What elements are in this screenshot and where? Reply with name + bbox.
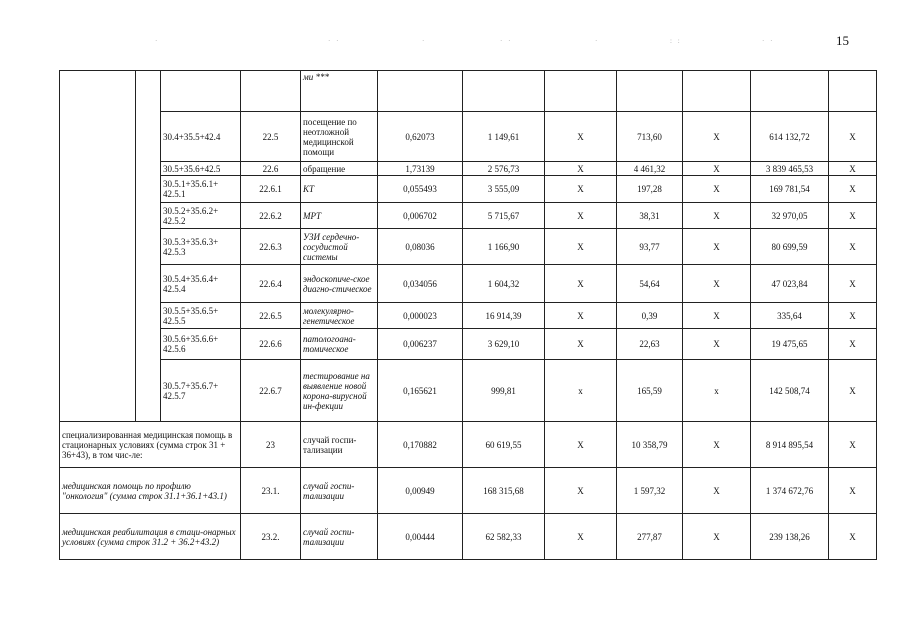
row-code-cell xyxy=(241,71,301,112)
row-code-cell: 22.6.2 xyxy=(241,203,301,229)
value-cell: 62 582,33 xyxy=(463,514,545,560)
value-cell xyxy=(683,71,751,112)
value-cell: 1 374 672,76 xyxy=(751,468,829,514)
value-cell: 1 604,32 xyxy=(463,265,545,303)
table-row xyxy=(60,468,877,514)
value-cell: 0,006702 xyxy=(378,203,463,229)
unit-cell: тестирование на выявление новой корона-вирусной ин-фекции xyxy=(301,360,378,422)
table-row xyxy=(60,162,877,176)
value-cell: X xyxy=(829,303,877,329)
value-cell: X xyxy=(829,112,877,162)
value-cell: х xyxy=(683,360,751,422)
table-row xyxy=(60,203,877,229)
value-cell: 8 914 895,54 xyxy=(751,422,829,468)
value-cell: 1 597,32 xyxy=(617,468,683,514)
value-cell: X xyxy=(683,514,751,560)
value-cell: X xyxy=(683,303,751,329)
unit-cell: УЗИ сердечно-сосудистой системы xyxy=(301,229,378,265)
value-cell: 0,034056 xyxy=(378,265,463,303)
value-cell: 3 839 465,53 xyxy=(751,162,829,176)
row-description-cell: медицинская реабилитация в стаци-онарных условиях (сумма строк 31.2 + 36.2+43.2) xyxy=(60,514,241,560)
value-cell: X xyxy=(829,360,877,422)
value-cell: X xyxy=(683,162,751,176)
value-cell: X xyxy=(545,176,617,203)
merged-subcell xyxy=(136,71,161,422)
value-cell: X xyxy=(683,265,751,303)
data-table xyxy=(59,70,877,560)
formula-cell: 30.5+35.6+42.5 xyxy=(161,162,241,176)
value-cell: X xyxy=(829,176,877,203)
value-cell: 335,64 xyxy=(751,303,829,329)
value-cell: 3 629,10 xyxy=(463,329,545,360)
value-cell: X xyxy=(545,422,617,468)
table-row xyxy=(60,229,877,265)
row-code-cell: 22.6 xyxy=(241,162,301,176)
table-row xyxy=(60,265,877,303)
table-row xyxy=(60,360,877,422)
formula-cell: 30.5.5+35.6.5+ 42.5.5 xyxy=(161,303,241,329)
table-row xyxy=(60,176,877,203)
row-code-cell: 23.1. xyxy=(241,468,301,514)
table-row xyxy=(60,71,877,112)
value-cell: 165,59 xyxy=(617,360,683,422)
table-row xyxy=(60,112,877,162)
value-cell: 0,62073 xyxy=(378,112,463,162)
value-cell: 1 166,90 xyxy=(463,229,545,265)
value-cell: 0,006237 xyxy=(378,329,463,360)
value-cell xyxy=(545,71,617,112)
unit-cell: патологоана-томическое xyxy=(301,329,378,360)
value-cell: 19 475,65 xyxy=(751,329,829,360)
value-cell: X xyxy=(545,162,617,176)
row-description-cell: специализированная медицинская помощь в стационарных условиях (сумма строк 31 + 36+43), в том чис-ле: xyxy=(60,422,241,468)
value-cell: 169 781,54 xyxy=(751,176,829,203)
page-number: 15 xyxy=(836,33,849,48)
formula-cell: 30.5.2+35.6.2+ 42.5.2 xyxy=(161,203,241,229)
value-cell: 197,28 xyxy=(617,176,683,203)
value-cell: 614 132,72 xyxy=(751,112,829,162)
row-description-cell: медицинская помощь по профилю "онкология" (сумма строк 31.1+36.1+43.1) xyxy=(60,468,241,514)
formula-cell: 30.4+35.5+42.4 xyxy=(161,112,241,162)
value-cell: X xyxy=(829,514,877,560)
value-cell: X xyxy=(683,422,751,468)
value-cell: 277,87 xyxy=(617,514,683,560)
row-code-cell: 22.6.7 xyxy=(241,360,301,422)
formula-cell: 30.5.3+35.6.3+ 42.5.3 xyxy=(161,229,241,265)
value-cell: 10 358,79 xyxy=(617,422,683,468)
value-cell: X xyxy=(545,265,617,303)
unit-cell: посещение по неотложной медицинской помощи xyxy=(301,112,378,162)
table-row xyxy=(60,514,877,560)
value-cell: 80 699,59 xyxy=(751,229,829,265)
value-cell: X xyxy=(545,203,617,229)
value-cell: X xyxy=(545,229,617,265)
formula-cell: 30.5.6+35.6.6+ 42.5.6 xyxy=(161,329,241,360)
value-cell: 2 576,73 xyxy=(463,162,545,176)
merged-label-cell xyxy=(60,71,136,422)
value-cell: X xyxy=(545,303,617,329)
value-cell: X xyxy=(829,422,877,468)
unit-cell: случай госпи-тализации xyxy=(301,468,378,514)
value-cell: 0,055493 xyxy=(378,176,463,203)
table-row xyxy=(60,422,877,468)
value-cell: 3 555,09 xyxy=(463,176,545,203)
value-cell: 1 149,61 xyxy=(463,112,545,162)
value-cell: X xyxy=(545,112,617,162)
value-cell: 93,77 xyxy=(617,229,683,265)
unit-cell: МРТ xyxy=(301,203,378,229)
value-cell xyxy=(378,71,463,112)
value-cell: X xyxy=(545,514,617,560)
value-cell: 0,165621 xyxy=(378,360,463,422)
value-cell: X xyxy=(545,468,617,514)
value-cell: X xyxy=(683,176,751,203)
unit-cell: КТ xyxy=(301,176,378,203)
value-cell: X xyxy=(829,229,877,265)
unit-cell: случай госпи-тализации xyxy=(301,422,378,468)
value-cell: X xyxy=(829,265,877,303)
value-cell: 999,81 xyxy=(463,360,545,422)
formula-cell: 30.5.4+35.6.4+ 42.5.4 xyxy=(161,265,241,303)
value-cell: 16 914,39 xyxy=(463,303,545,329)
value-cell: 32 970,05 xyxy=(751,203,829,229)
unit-cell: молекулярно-генетическое xyxy=(301,303,378,329)
value-cell: 0,000023 xyxy=(378,303,463,329)
value-cell: 60 619,55 xyxy=(463,422,545,468)
value-cell: X xyxy=(683,329,751,360)
unit-cell: эндоскопиче-ское диагно-стическое xyxy=(301,265,378,303)
table-row xyxy=(60,303,877,329)
value-cell: X xyxy=(683,203,751,229)
value-cell: X xyxy=(545,329,617,360)
row-code-cell: 22.5 xyxy=(241,112,301,162)
value-cell: X xyxy=(683,112,751,162)
value-cell: 5 715,67 xyxy=(463,203,545,229)
unit-cell: ми *** xyxy=(301,71,378,112)
row-code-cell: 22.6.5 xyxy=(241,303,301,329)
value-cell: 713,60 xyxy=(617,112,683,162)
value-cell: х xyxy=(545,360,617,422)
unit-cell: случай госпи-тализации xyxy=(301,514,378,560)
value-cell xyxy=(751,71,829,112)
value-cell xyxy=(617,71,683,112)
value-cell: 0,00949 xyxy=(378,468,463,514)
value-cell: X xyxy=(829,329,877,360)
value-cell: 22,63 xyxy=(617,329,683,360)
value-cell: X xyxy=(683,229,751,265)
value-cell: X xyxy=(829,468,877,514)
value-cell: 168 315,68 xyxy=(463,468,545,514)
value-cell: X xyxy=(829,203,877,229)
value-cell: 0,00444 xyxy=(378,514,463,560)
table-row xyxy=(60,329,877,360)
formula-cell: 30.5.7+35.6.7+ 42.5.7 xyxy=(161,360,241,422)
row-code-cell: 23 xyxy=(241,422,301,468)
value-cell: X xyxy=(829,162,877,176)
value-cell: 239 138,26 xyxy=(751,514,829,560)
formula-cell: 30.5.1+35.6.1+ 42.5.1 xyxy=(161,176,241,203)
value-cell: 0,170882 xyxy=(378,422,463,468)
value-cell: 54,64 xyxy=(617,265,683,303)
value-cell xyxy=(463,71,545,112)
value-cell: 4 461,32 xyxy=(617,162,683,176)
row-code-cell: 22.6.1 xyxy=(241,176,301,203)
value-cell: 38,31 xyxy=(617,203,683,229)
row-code-cell: 23.2. xyxy=(241,514,301,560)
value-cell: 142 508,74 xyxy=(751,360,829,422)
value-cell: 1,73139 xyxy=(378,162,463,176)
value-cell: X xyxy=(683,468,751,514)
row-code-cell: 22.6.3 xyxy=(241,229,301,265)
value-cell: 0,39 xyxy=(617,303,683,329)
value-cell: 47 023,84 xyxy=(751,265,829,303)
unit-cell: обращение xyxy=(301,162,378,176)
row-code-cell: 22.6.6 xyxy=(241,329,301,360)
value-cell xyxy=(829,71,877,112)
formula-cell xyxy=(161,71,241,112)
value-cell: 0,08036 xyxy=(378,229,463,265)
row-code-cell: 22.6.4 xyxy=(241,265,301,303)
